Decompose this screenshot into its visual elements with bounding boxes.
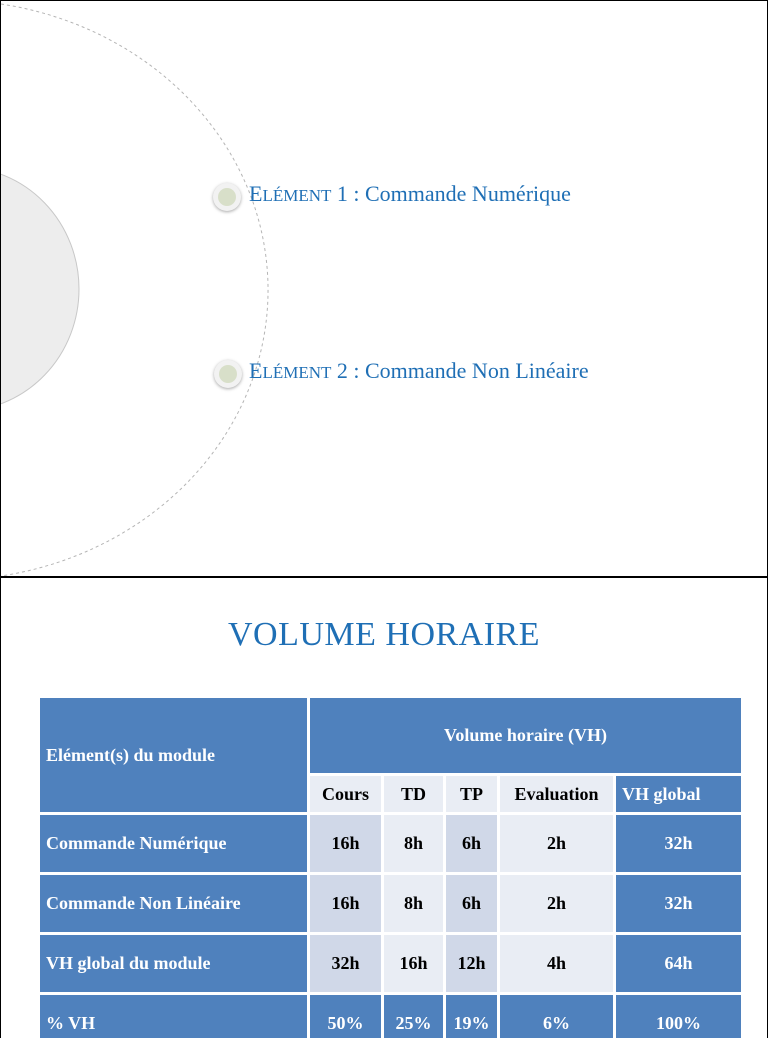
row-label: Commande Numérique (39, 814, 309, 874)
table-row (39, 814, 743, 874)
sub-header-evaluation: Evaluation (499, 775, 615, 814)
bullet-node-icon (213, 183, 241, 211)
cell-total: 64h (615, 934, 743, 994)
sub-header-td: TD (383, 775, 445, 814)
cell-total: 100% (615, 994, 743, 1038)
cell-total: 32h (615, 814, 743, 874)
cell-value: 50% (309, 994, 383, 1038)
table-header-row (39, 697, 743, 775)
table-row (39, 994, 743, 1038)
cell-value: 8h (383, 814, 445, 874)
volume-horaire-table (37, 695, 744, 1038)
row-label: VH global du module (39, 934, 309, 994)
page-title: VOLUME HORAIRE (1, 616, 767, 654)
decorative-arc-graphic (1, 1, 767, 576)
grey-circle (1, 167, 79, 411)
cell-value: 4h (499, 934, 615, 994)
sub-header-cours: Cours (309, 775, 383, 814)
cell-total: 32h (615, 874, 743, 934)
cell-value: 6h (445, 874, 499, 934)
row-label: Commande Non Linéaire (39, 874, 309, 934)
element-2-label: ELÉMENT 2 : Commande Non Linéaire (249, 358, 589, 384)
element-1-label: ELÉMENT 1 : Commande Numérique (249, 181, 571, 207)
cell-value: 32h (309, 934, 383, 994)
cell-value: 6h (445, 814, 499, 874)
cell-value: 12h (445, 934, 499, 994)
cell-value: 25% (383, 994, 445, 1038)
cell-value: 16h (309, 814, 383, 874)
cell-value: 6% (499, 994, 615, 1038)
cell-value: 16h (383, 934, 445, 994)
cell-value: 2h (499, 874, 615, 934)
sub-header-tp: TP (445, 775, 499, 814)
row-label: % VH (39, 994, 309, 1038)
cell-value: 8h (383, 874, 445, 934)
cell-value: 2h (499, 814, 615, 874)
bullet-node-icon (214, 360, 242, 388)
group-header-vh: Volume horaire (VH) (309, 697, 743, 775)
sub-header-vh-global: VH global (615, 775, 743, 814)
cell-value: 19% (445, 994, 499, 1038)
col-header-element: Elément(s) du module (39, 697, 309, 814)
cell-value: 16h (309, 874, 383, 934)
slide-volume-horaire (0, 577, 768, 1038)
table-row (39, 874, 743, 934)
table-row (39, 934, 743, 994)
